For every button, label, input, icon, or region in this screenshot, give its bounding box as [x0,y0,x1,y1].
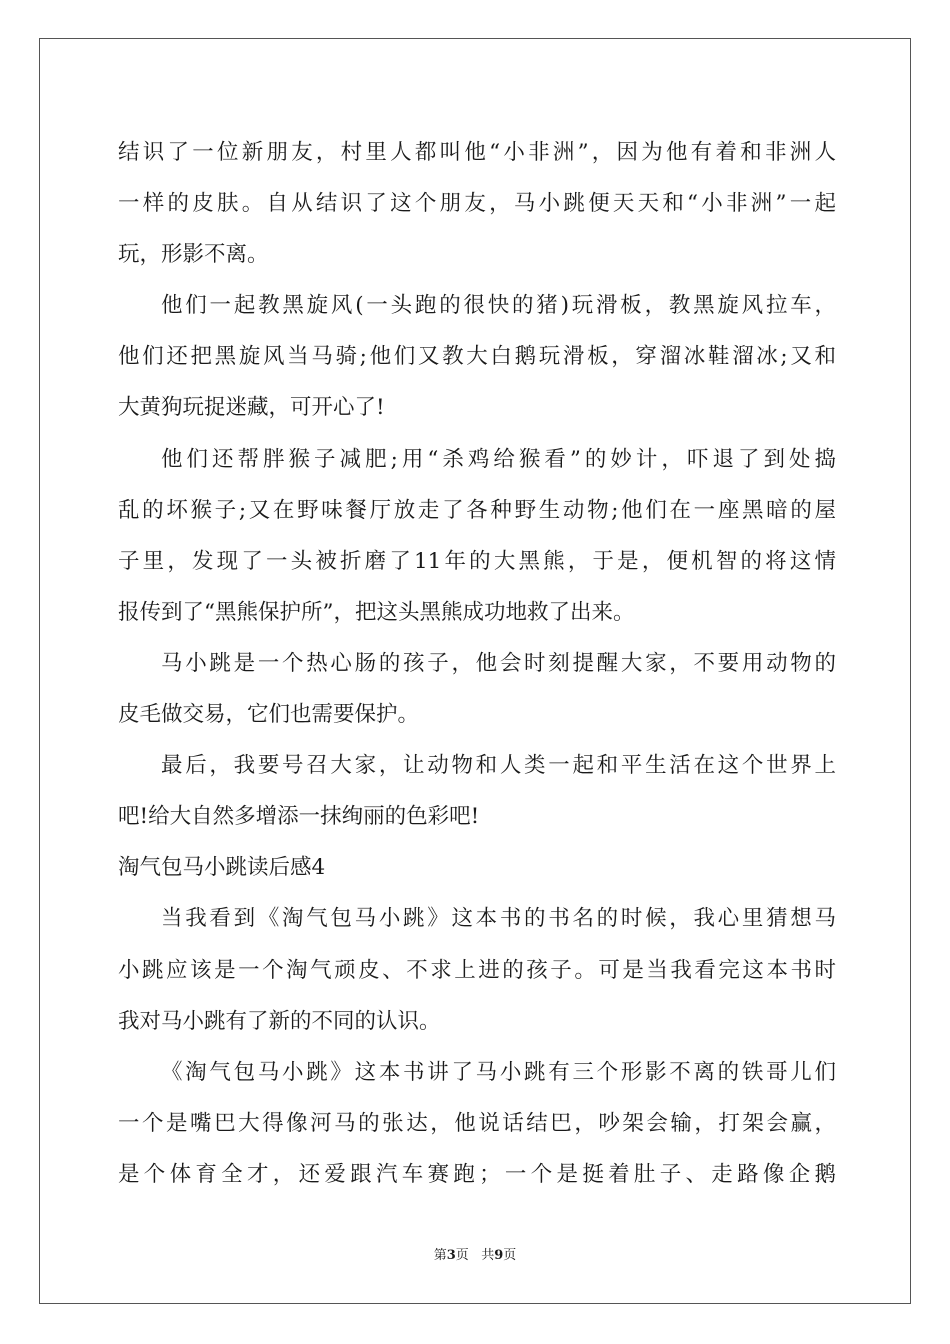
text-line: 马小跳是一个热心肠的孩子，他会时刻提醒大家，不要用动物的 [161,650,836,676]
text-line: 大黄狗玩捉迷藏，可开心了! [118,395,385,421]
total-pages-number: 9 [494,1248,504,1263]
text-line: 他们还把黑旋风当马骑;他们又教大白鹅玩滑板，穿溜冰鞋溜冰;又和 [118,344,836,370]
text-line: 他们还帮胖猴子减肥;用“杀鸡给猴看”的妙计，吓退了到处捣 [161,446,836,472]
footer-prefix: 第 [433,1248,447,1263]
text-line: 子里，发现了一头被折磨了11年的大黑熊，于是，便机智的将这情 [118,548,836,574]
text-line: 他们一起教黑旋风(一头跑的很快的猪)玩滑板，教黑旋风拉车， [161,293,836,319]
text-line: 是个体育全才，还爱跟汽车赛跑；一个是挺着肚子、走路像企鹅 [118,1161,836,1187]
section-heading: 淘气包马小跳读后感4 [118,855,326,881]
page-footer [0,1244,950,1263]
text-line: 玩，形影不离。 [118,242,269,268]
document-body [118,127,836,1200]
text-line: 小跳应该是一个淘气顽皮、不求上进的孩子。可是当我看完这本书时 [118,957,836,983]
text-line: 结识了一位新朋友，村里人都叫他“小非洲”，因为他有着和非洲人 [118,140,836,165]
text-line: 皮毛做交易，它们也需要保护。 [118,702,420,728]
text-line: 我对马小跳有了新的不同的认识。 [118,1008,441,1034]
text-line: 乱的坏猴子;又在野味餐厅放走了各种野生动物;他们在一座黑暗的屋 [118,497,836,523]
text-line: 最后，我要号召大家，让动物和人类一起和平生活在这个世界上 [161,753,836,779]
footer-total-unit: 页 [503,1248,517,1263]
text-line: 《淘气包马小跳》这本书讲了马小跳有三个形影不离的铁哥儿们 [161,1059,836,1085]
text-line: 当我看到《淘气包马小跳》这本书的书名的时候，我心里猜想马 [161,906,836,932]
footer-page-unit: 页 [455,1248,469,1263]
text-line: 吧!给大自然多增添一抹绚丽的色彩吧! [118,804,480,830]
text-line: 报传到了“黑熊保护所”，把这头黑熊成功地救了出来。 [118,599,635,625]
current-page-number: 3 [446,1248,456,1263]
text-line: 一个是嘴巴大得像河马的张达，他说话结巴，吵架会输，打架会赢， [118,1110,836,1136]
text-line: 一样的皮肤。自从结识了这个朋友，马小跳便天天和“小非洲”一起 [118,191,836,217]
footer-total-prefix: 共 [481,1248,495,1263]
